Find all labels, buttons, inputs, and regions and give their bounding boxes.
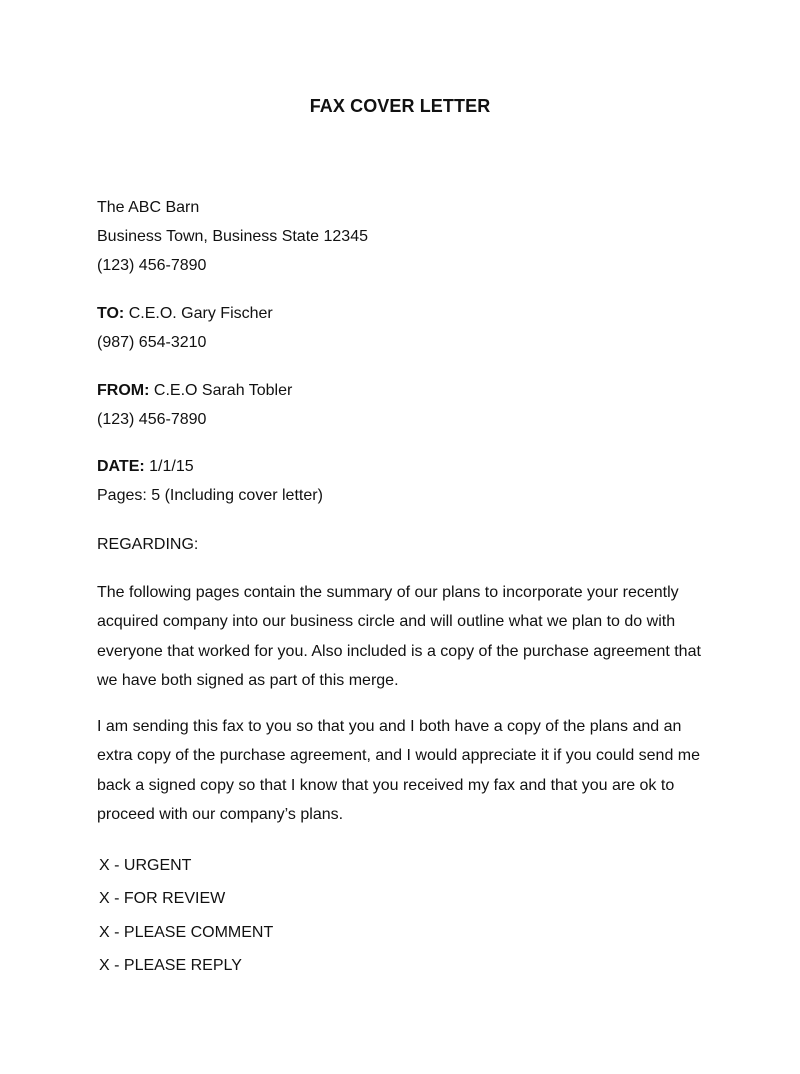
checklist-item-please-reply: X - PLEASE REPLY xyxy=(99,956,242,974)
date-value: 1/1/15 xyxy=(149,458,194,475)
pages-count: Pages: 5 (Including cover letter) xyxy=(97,487,323,504)
sender-phone: (123) 456-7890 xyxy=(97,257,207,274)
date-line xyxy=(97,452,717,481)
sender-company: The ABC Barn xyxy=(97,199,200,216)
sender-info-block xyxy=(97,376,717,434)
sender-block xyxy=(97,193,717,280)
recipient-line xyxy=(97,299,717,328)
date-block xyxy=(97,452,717,510)
date-label: DATE: xyxy=(97,458,145,475)
from-name: C.E.O Sarah Tobler xyxy=(153,382,293,399)
checklist-item-please-comment: X - PLEASE COMMENT xyxy=(99,923,274,941)
regarding-label: REGARDING: xyxy=(97,536,199,553)
recipient-name: C.E.O. Gary Fischer xyxy=(128,305,273,322)
sender-address: Business Town, Business State 12345 xyxy=(97,228,368,245)
from-line xyxy=(97,376,717,405)
checklist-item-for-review: X - FOR REVIEW xyxy=(99,890,226,908)
to-label: TO: xyxy=(97,305,125,322)
priority-checklist xyxy=(99,851,273,984)
body-paragraph-2: I am sending this fax to you so that you and I both have a copy of the plans and an extra copy of the purchase agreement, and I would appreciate it if you could send me back a signed copy so that I know that you received my fax and that you are ok to proceed with our company’s plans. xyxy=(97,718,701,823)
from-label: FROM: xyxy=(97,382,150,399)
regarding-block xyxy=(97,530,717,559)
document-title: FAX COVER LETTER xyxy=(309,96,491,116)
body-paragraph-1: The following pages contain the summary of our plans to incorporate your recently acquired company into our business circle and will outline what we plan to do with everyone that worked for you. Also included is a copy of the purchase agreement that we have both signed as part of this merge. xyxy=(97,584,701,689)
recipient-phone: (987) 654-3210 xyxy=(97,334,207,351)
recipient-block xyxy=(97,299,717,357)
from-phone: (123) 456-7890 xyxy=(97,411,207,428)
checklist-item-urgent: X - URGENT xyxy=(99,857,192,874)
